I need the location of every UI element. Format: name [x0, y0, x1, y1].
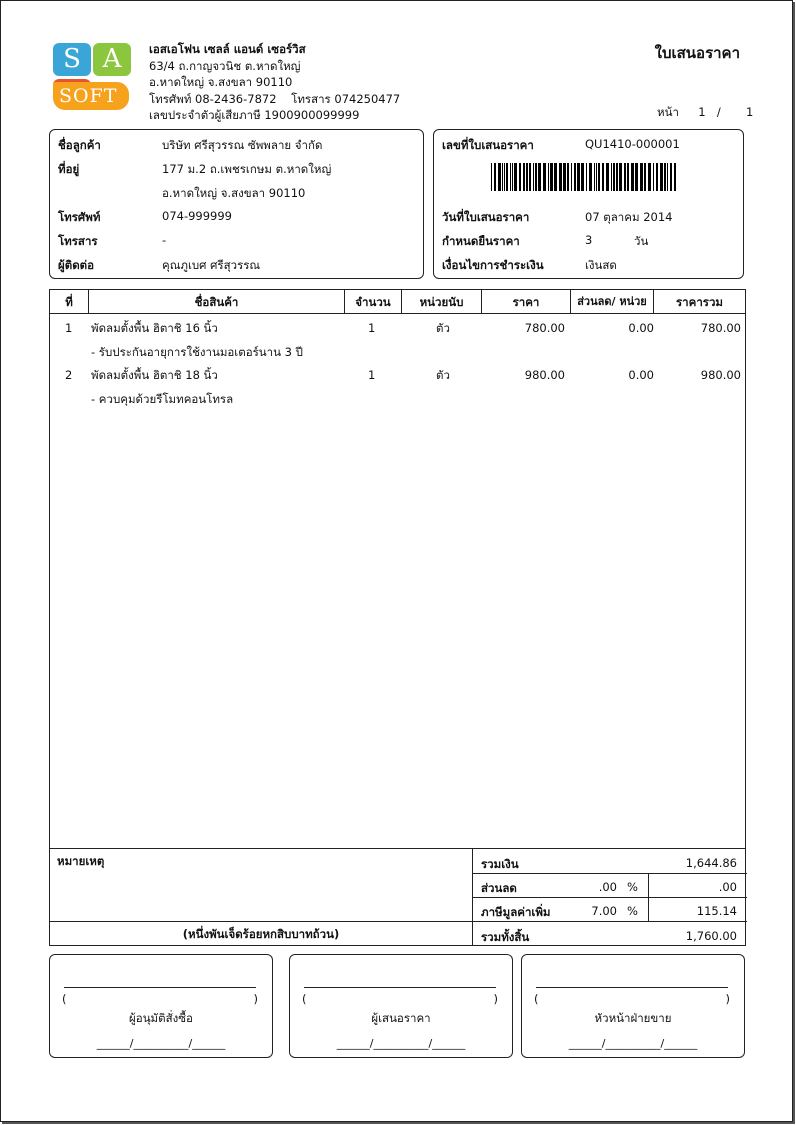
- barcode-bar: [498, 163, 501, 191]
- document-title: ใบเสนอราคา: [654, 44, 740, 62]
- page-label: หน้า: [657, 105, 679, 119]
- page-separator: /: [716, 105, 721, 119]
- company-logo: [49, 41, 129, 111]
- barcode-bar: [667, 163, 668, 191]
- quote-info-box: [433, 129, 744, 279]
- barcode-bar: [653, 163, 654, 191]
- barcode-bar: [635, 163, 638, 191]
- barcode-bar: [613, 163, 615, 191]
- discount-value: .00: [718, 880, 737, 894]
- header-no: ที่: [50, 290, 89, 314]
- company-info: [149, 41, 400, 124]
- customer-address-label: ที่อยู่: [58, 162, 80, 176]
- barcode-bar: [586, 163, 587, 191]
- row-line-total: 780.00: [700, 321, 741, 335]
- quote-barcode: [491, 163, 679, 191]
- barcode-bar: [656, 163, 658, 191]
- vat-percent: 7.00: [591, 904, 617, 918]
- header-product-name: ชื่อสินค้า: [89, 290, 345, 314]
- customer-name: บริษัท ศรีสุวรรณ ซัพพลาย จำกัด: [162, 138, 323, 152]
- barcode-bar: [514, 163, 517, 191]
- barcode-bar: [640, 163, 643, 191]
- vat-value: 115.14: [696, 904, 737, 918]
- barcode-bar: [596, 163, 597, 191]
- barcode-bar: [571, 163, 572, 191]
- items-table-header: [50, 290, 745, 314]
- customer-phone: 074-999999: [162, 209, 232, 223]
- signature-role: หัวหน้าฝ่ายขาย: [594, 1011, 672, 1025]
- summary-section: [49, 849, 746, 946]
- barcode-bar: [548, 163, 549, 191]
- row-note: - ควบคุมด้วยรีโมทคอนโทรล: [91, 392, 234, 406]
- barcode-bar: [619, 163, 622, 191]
- discount-percent: .00: [598, 880, 617, 894]
- barcode-bar: [581, 163, 584, 191]
- table-row-note: [50, 388, 745, 410]
- discount-percent-sign: %: [627, 880, 638, 894]
- row-product-name: พัดลมตั้งพื้น ฮิตาชิ 18 นิ้ว: [91, 368, 218, 382]
- row-line-total: 980.00: [700, 368, 741, 382]
- quote-terms-label: เงื่อนไขการชำระเงิน: [442, 258, 544, 272]
- signature-paren-open: (: [534, 992, 539, 1006]
- header-discount-per-unit: ส่วนลด/ หน่วย: [571, 290, 654, 314]
- signature-date-line: ______/__________/______: [96, 1037, 226, 1050]
- signature-box-sales-head: [521, 954, 745, 1058]
- quote-validity-label: กำหนดยืนราคา: [442, 234, 520, 248]
- row-price: 980.00: [524, 368, 565, 382]
- remark-label: หมายเหตุ: [57, 854, 105, 868]
- company-address-line2: อ.หาดใหญ่ จ.สงขลา 90110: [149, 75, 293, 89]
- barcode-bar: [611, 163, 612, 191]
- signature-paren-close: ): [493, 992, 498, 1006]
- barcode-bar: [523, 163, 525, 191]
- quote-terms: เงินสด: [585, 258, 617, 272]
- row-price: 780.00: [524, 321, 565, 335]
- barcode-bar: [502, 163, 503, 191]
- barcode-bar: [494, 163, 496, 191]
- signature-role: ผู้อนุมัติสั่งซื้อ: [129, 1011, 193, 1025]
- signature-paren-open: (: [62, 992, 67, 1006]
- table-row-note: [50, 341, 745, 363]
- barcode-bar: [644, 163, 646, 191]
- header-line-total: ราคารวม: [676, 295, 723, 309]
- signature-paren-close: ): [725, 992, 730, 1006]
- signature-paren-open: (: [302, 992, 307, 1006]
- barcode-bar: [543, 163, 546, 191]
- table-row: [50, 317, 745, 339]
- barcode-bar: [567, 163, 569, 191]
- quote-date-label: วันที่ใบเสนอราคา: [442, 210, 530, 224]
- company-name: เอสเอโฟน เซลล์ แอนด์ เซอร์วิส: [149, 42, 306, 56]
- signature-date-line: ______/__________/______: [336, 1037, 466, 1050]
- vat-label: ภาษีมูลค่าเพิ่ม: [481, 905, 551, 919]
- barcode-bar: [594, 163, 595, 191]
- customer-contact-label: ผู้ติดต่อ: [58, 258, 95, 272]
- vat-percent-sign: %: [627, 904, 638, 918]
- customer-phone-label: โทรศัพท์: [58, 210, 101, 224]
- customer-name-label: ชื่อลูกค้า: [58, 138, 101, 152]
- row-unit: ตัว: [436, 368, 450, 382]
- barcode-bar: [674, 163, 676, 191]
- page-current: 1: [698, 105, 706, 119]
- quote-no-label: เลขที่ใบเสนอราคา: [442, 138, 534, 152]
- logo-letter-s: S: [53, 43, 91, 76]
- grand-total-value: 1,760.00: [685, 929, 737, 943]
- row-discount: 0.00: [628, 368, 654, 382]
- logo-letter-a: A: [93, 43, 131, 76]
- barcode-bar: [648, 163, 651, 191]
- signature-box-approver: [49, 954, 273, 1058]
- barcode-bar: [664, 163, 666, 191]
- customer-fax: -: [162, 233, 167, 247]
- barcode-bar: [631, 163, 634, 191]
- barcode-bar: [606, 163, 609, 191]
- header-quantity: จำนวน: [345, 290, 402, 314]
- row-discount: 0.00: [628, 321, 654, 335]
- barcode-bar: [598, 163, 600, 191]
- signature-date-line: ______/__________/______: [568, 1037, 698, 1050]
- signature-paren-close: ): [253, 992, 258, 1006]
- signature-box-quoter: [289, 954, 513, 1058]
- customer-address-line1: 177 ม.2 ถ.เพชรเกษม ต.หาดใหญ่: [162, 162, 332, 176]
- logo-soft-text: SOFT: [53, 82, 129, 110]
- amount-in-words: (หนึ่งพันเจ็ดร้อยหกสิบบาทถ้วน): [182, 927, 340, 941]
- barcode-bar: [602, 163, 604, 191]
- header-price: ราคา: [482, 290, 571, 314]
- quote-date: 07 ตุลาคม 2014: [585, 210, 673, 224]
- customer-address-line2: อ.หาดใหญ่ จ.สงขลา 90110: [162, 186, 306, 200]
- company-tax-id: เลขประจำตัวผู้เสียภาษี 1900900099999: [149, 108, 360, 122]
- barcode-bar: [660, 163, 663, 191]
- page-total: 1: [746, 105, 754, 119]
- barcode-bar: [627, 163, 629, 191]
- grand-total-label: รวมทั้งสิ้น: [481, 930, 530, 944]
- quote-no: QU1410-000001: [585, 137, 680, 151]
- barcode-bar: [559, 163, 562, 191]
- barcode-bar: [589, 163, 592, 191]
- discount-label: ส่วนลด: [481, 881, 517, 895]
- signature-role: ผู้เสนอราคา: [371, 1011, 431, 1025]
- barcode-bar: [577, 163, 580, 191]
- row-quantity: 1: [368, 368, 376, 382]
- barcode-bar: [616, 163, 618, 191]
- items-table: [49, 289, 746, 849]
- barcode-bar: [533, 163, 534, 191]
- customer-fax-label: โทรสาร: [58, 234, 98, 248]
- company-address-line1: 63/4 ถ.กาญจวนิช ต.หาดใหญ่: [149, 58, 301, 73]
- row-product-name: พัดลมตั้งพื้น ฮิตาชิ 16 นิ้ว: [91, 321, 218, 335]
- customer-contact: คุณภูเบศ ศรีสุวรรณ: [162, 258, 261, 272]
- table-row: [50, 364, 745, 386]
- row-quantity: 1: [368, 321, 376, 335]
- subtotal-label: รวมเงิน: [481, 857, 519, 871]
- barcode-bar: [504, 163, 505, 191]
- quote-validity-unit: วัน: [634, 234, 649, 248]
- row-no: 2: [65, 368, 73, 382]
- barcode-bar: [512, 163, 513, 191]
- row-unit: ตัว: [436, 321, 450, 335]
- page-number: [657, 104, 753, 122]
- barcode-bar: [550, 163, 553, 191]
- header-unit: หน่วยนับ: [402, 290, 482, 314]
- barcode-bar: [510, 163, 511, 191]
- barcode-bar: [491, 163, 492, 191]
- barcode-bar: [535, 163, 537, 191]
- barcode-bar: [529, 163, 531, 191]
- barcode-bar: [574, 163, 576, 191]
- barcode-bar: [670, 163, 672, 191]
- barcode-bar: [526, 163, 528, 191]
- subtotal-value: 1,644.86: [685, 856, 737, 870]
- barcode-bar: [538, 163, 541, 191]
- barcode-bar: [563, 163, 566, 191]
- barcode-bar: [506, 163, 508, 191]
- quote-validity: 3: [585, 233, 593, 247]
- company-phone-fax: โทรศัพท์ 08-2436-7872 โทรสาร 074250477: [149, 91, 401, 106]
- barcode-bar: [624, 163, 626, 191]
- row-no: 1: [65, 321, 73, 335]
- row-note: - รับประกันอายุการใช้งานมอเตอร์นาน 3 ปี: [91, 345, 303, 359]
- barcode-bar: [519, 163, 521, 191]
- customer-box: [49, 129, 424, 279]
- barcode-bar: [554, 163, 557, 191]
